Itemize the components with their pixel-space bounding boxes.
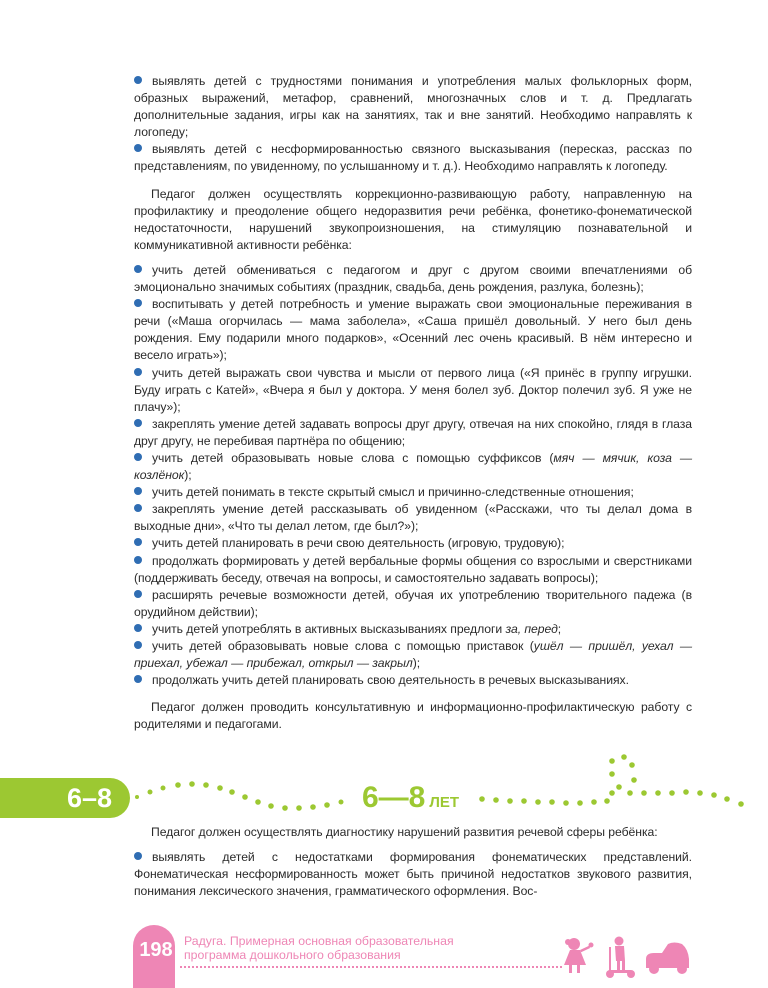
list-item: продолжать учить детей планировать свою деятельность в речевых высказываниях. bbox=[134, 672, 692, 689]
footer-book-title: Радуга. Примерная основная образовательная программа дошкольного образования bbox=[184, 934, 454, 962]
age-tab: 6–8 bbox=[0, 778, 130, 818]
list-item: расширять речевые возможности детей, обучая их употреблению творительного падежа (в орудийном действии); bbox=[134, 587, 692, 619]
list-item: продолжать формировать у детей вербальные формы общения со взрослыми и сверстниками (поддерживать беседу, отвечая на вопросы, и самостоятельно задавать вопросы); bbox=[134, 553, 692, 585]
bullet-icon bbox=[134, 453, 142, 461]
bullet-icon bbox=[134, 675, 142, 683]
dotted-wave-left bbox=[135, 781, 344, 811]
footer-illustrations bbox=[560, 935, 700, 980]
page-number: 198 bbox=[139, 939, 173, 961]
bullet-icon bbox=[134, 590, 142, 598]
main-text-bottom bbox=[134, 824, 692, 900]
list-item: закреплять умение детей рассказывать об увиденном («Расскажи, что ты делал дома в выходные дни», «Что ты делал летом, где был?»); bbox=[134, 502, 692, 534]
bullet-icon bbox=[134, 299, 142, 307]
list-item: учить детей выражать свои чувства и мысли от первого лица («Я принёс в группу игрушки. Буду играть с Катей», «Вчера я был у доктора. У меня болел зуб. Доктор полечил зуб. Я уже не плачу»); bbox=[134, 365, 692, 414]
paragraph: Педагог должен осуществлять коррекционно-развивающую работу, направленную на профилактику и преодоление общего недоразвития речи ребёнка, фонетико-фонематической недостаточности, нарушений звукопроизношения, на стимуляцию познавательной и коммуникативной активности ребёнка: bbox=[134, 186, 692, 252]
bullet-icon bbox=[134, 538, 142, 546]
footer-dotted-line bbox=[180, 966, 562, 968]
bullet-icon bbox=[134, 144, 142, 152]
girl-silhouette-icon bbox=[564, 938, 594, 973]
list-item: учить детей употреблять в активных высказываниях предлоги за, перед; bbox=[134, 621, 692, 638]
list-item: закреплять умение детей задавать вопросы друг другу, отвечая на них спокойно, глядя в глаза друг другу, не перебивая партнёра по общению; bbox=[134, 416, 692, 448]
bullet-icon bbox=[134, 419, 142, 427]
age-section-title: 6—8 ЛЕТ bbox=[362, 781, 460, 814]
main-text-top bbox=[134, 73, 692, 733]
bullet-icon bbox=[134, 624, 142, 632]
bullet-icon bbox=[134, 76, 142, 84]
bullet-icon bbox=[134, 487, 142, 495]
bullet-icon bbox=[134, 641, 142, 649]
list-item: учить детей планировать в речи свою деятельность (игровую, трудовую); bbox=[134, 535, 692, 552]
list-item: выявлять детей с трудностями понимания и употребления малых фольклорных форм, образных выражений, метафор, сравнений, многозначных слов и т. д. Предлагать дополнительные задания, игры как на занятиях, так и вне занятий. Необходимо направлять к логопеду; bbox=[134, 74, 692, 140]
list-item: учить детей обмениваться с педагогом и друг с другом своими впечатлениями об эмоционально значимых событиях (праздник, свадьба, день рождения, разлука, болезнь); bbox=[134, 262, 692, 295]
list-item: учить детей образовывать новые слова с помощью суффиксов (мяч — мячик, коза — козлёнок); bbox=[134, 450, 692, 483]
bullet-icon bbox=[134, 265, 142, 273]
paragraph: Педагог должен проводить консультативную и информационно-профилактическую работу с родителями и педагогами. bbox=[134, 700, 692, 732]
toy-car-icon bbox=[646, 943, 689, 975]
bullet-icon bbox=[134, 504, 142, 512]
dotted-wave-right bbox=[479, 754, 744, 807]
list-item: учить детей образовывать новые слова с помощью приставок (ушёл — пришёл, уехал — приехал, убежал — прибежал, открыл — закрыл); bbox=[134, 639, 692, 671]
bullet-icon bbox=[134, 852, 142, 860]
child-on-scooter-icon bbox=[606, 937, 635, 979]
list-item: воспитывать у детей потребность и умение выражать свои эмоциональные переживания в речи («Маша огорчилась — мама заболела», «Саша пришёл довольный. У него был день рождения. Ему подарили много подарков», «Осенний лес очень красивый. В нём интересно и весело играть»); bbox=[134, 297, 692, 363]
bullet-icon bbox=[134, 556, 142, 564]
list-item: выявлять детей с недостатками формирования фонематических представлений. Фонематическая несформированность может быть причиной недостатков звукового развития, понимания лексического значения, грамматического оформления. Вос- bbox=[134, 850, 692, 899]
paragraph: Педагог должен осуществлять диагностику нарушений развития речевой сферы ребёнка: bbox=[151, 825, 658, 839]
list-item: учить детей понимать в тексте скрытый смысл и причинно-следственные отношения; bbox=[134, 484, 692, 501]
list-item: выявлять детей с несформированностью связного высказывания (пересказ, рассказ по представлениям, по увиденному, по услышанному и т. д.). Необходимо направлять к логопеду. bbox=[134, 142, 692, 174]
bullet-icon bbox=[134, 368, 142, 376]
